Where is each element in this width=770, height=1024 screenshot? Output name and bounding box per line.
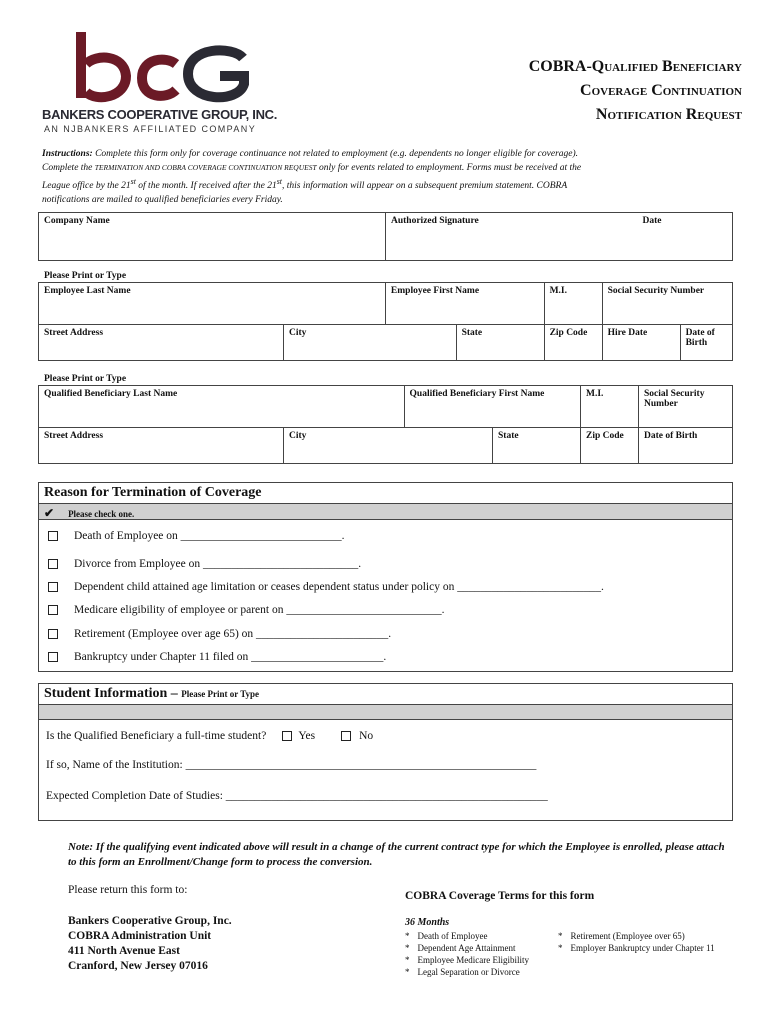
no-label: No xyxy=(359,730,374,742)
reason-item-label: Retirement (Employee over age 65) on _______________________. xyxy=(74,628,392,640)
student-subheader xyxy=(39,704,732,720)
reason-item[interactable] xyxy=(48,558,361,570)
checkbox[interactable] xyxy=(48,531,58,541)
student-heading-text: Student Information xyxy=(44,686,168,701)
date-label: Date xyxy=(642,216,662,226)
return-label: Please return this form to: xyxy=(68,884,188,896)
term-item: * Legal Separation or Divorce xyxy=(405,966,529,978)
checkbox[interactable] xyxy=(48,629,58,639)
authorized-signature-label: Authorized Signature xyxy=(391,216,479,226)
beneficiary-street-field[interactable] xyxy=(39,428,284,464)
check-one-label: Please check one. xyxy=(68,509,135,519)
student-print-label: Please Print or Type xyxy=(181,689,260,699)
employee-hire-date-label: Hire Date xyxy=(607,328,648,338)
beneficiary-city-field[interactable] xyxy=(284,428,493,464)
note: Note: If the qualifying event indicated above will result in a change of the current contract type for which the Employee is enrolled, please attach to this form an Enrollment/Change form to process the conversion. xyxy=(68,841,725,868)
yes-checkbox[interactable] xyxy=(282,731,292,741)
reason-item-label: Medicare eligibility of employee or parent on ___________________________. xyxy=(74,604,445,616)
reason-item-label: Divorce from Employee on ___________________________. xyxy=(74,558,362,570)
beneficiary-last-name-field[interactable] xyxy=(39,386,405,428)
address-line: 411 North Avenue East xyxy=(68,945,180,957)
employee-last-name-label: Employee Last Name xyxy=(44,286,131,296)
title-line-1: COBRA-Qualified Beneficiary xyxy=(528,58,742,75)
instructions-sup: st xyxy=(130,177,136,186)
instructions-text: , this information will appear on a subsequent premium statement. COBRA xyxy=(282,181,568,192)
beneficiary-ssn-label: Social Security Number xyxy=(644,389,705,409)
instructions-text: of the month. If received after the 21 xyxy=(135,181,277,192)
reason-subheader xyxy=(39,503,732,520)
title-line-3: Notification Request xyxy=(595,106,742,123)
employee-city-label: City xyxy=(289,328,307,338)
address-line: Cranford, New Jersey 07016 xyxy=(68,960,208,972)
employee-dob-label: Date of Birth xyxy=(685,328,715,348)
address-line: Bankers Cooperative Group, Inc. xyxy=(68,915,232,927)
term-item: * Death of Employee xyxy=(405,930,529,942)
beneficiary-mi-label: M.I. xyxy=(586,389,604,399)
employee-ssn-field[interactable] xyxy=(602,283,732,325)
instructions-sup: st xyxy=(276,177,282,186)
checkmark-icon: ✔ xyxy=(44,506,55,520)
employee-ssn-label: Social Security Number xyxy=(607,286,705,296)
employee-dob-field[interactable] xyxy=(680,325,732,361)
employee-first-name-label: Employee First Name xyxy=(390,286,480,296)
employee-street-label: Street Address xyxy=(44,328,104,338)
beneficiary-print-label: Please Print or Type xyxy=(44,374,127,384)
instructions xyxy=(42,147,722,207)
student-question: Is the Qualified Beneficiary a full-time student? xyxy=(46,730,267,742)
checkbox[interactable] xyxy=(48,652,58,662)
reason-item[interactable] xyxy=(48,604,444,616)
beneficiary-last-name-label: Qualified Beneficiary Last Name xyxy=(44,389,178,399)
instructions-text: Complete this form only for coverage continuance not related to employment (e.g. dependents no longer eligible for coverage). xyxy=(92,149,579,159)
student-heading xyxy=(39,684,732,704)
reason-item[interactable] xyxy=(48,628,391,640)
company-name-field[interactable] xyxy=(39,213,386,261)
logo-tagline: AN NJBANKERS AFFILIATED COMPANY xyxy=(44,124,257,134)
beneficiary-zip-field[interactable] xyxy=(581,428,639,464)
reason-item-label: Death of Employee on ____________________________. xyxy=(74,530,345,542)
beneficiary-street-label: Street Address xyxy=(44,431,104,441)
beneficiary-zip-label: Zip Code xyxy=(586,431,624,441)
beneficiary-state-label: State xyxy=(498,431,519,441)
employee-mi-label: M.I. xyxy=(549,286,567,296)
instructions-text: Complete the xyxy=(42,163,95,173)
reason-heading: Reason for Termination of Coverage xyxy=(44,485,262,500)
bcg-logo-icon xyxy=(38,28,258,108)
no-checkbox[interactable] xyxy=(341,731,351,741)
employee-last-name-field[interactable] xyxy=(39,283,386,325)
checkbox[interactable] xyxy=(48,582,58,592)
term-item: * Retirement (Employee over 65) xyxy=(558,930,715,942)
employee-state-field[interactable] xyxy=(456,325,544,361)
instructions-text: notifications are mailed to qualified beneficiaries every Friday. xyxy=(42,195,283,206)
authorized-signature-field[interactable] xyxy=(386,213,638,261)
term-item: * Employee Medicare Eligibility xyxy=(405,954,529,966)
beneficiary-state-field[interactable] xyxy=(493,428,581,464)
beneficiary-first-name-field[interactable] xyxy=(404,386,581,428)
reason-item[interactable] xyxy=(48,581,604,593)
terms-list-1 xyxy=(405,930,529,978)
employee-print-label: Please Print or Type xyxy=(44,271,127,281)
term-item: * Dependent Age Attainment xyxy=(405,942,529,954)
employee-hire-date-field[interactable] xyxy=(602,325,680,361)
completion-date-field[interactable]: Expected Completion Date of Studies: ________________________________________________________ xyxy=(46,790,548,802)
student-question-row xyxy=(46,730,373,742)
instructions-text: only for events related to employment. Forms must be received at the xyxy=(316,163,582,173)
company-name-label: Company Name xyxy=(44,216,110,226)
employee-zip-field[interactable] xyxy=(544,325,602,361)
beneficiary-mi-field[interactable] xyxy=(581,386,639,428)
company-table xyxy=(38,212,733,261)
student-heading-dash: – xyxy=(167,686,182,701)
instructions-text: League office by the 21 xyxy=(42,181,131,192)
yes-label: Yes xyxy=(298,730,316,742)
address-line: COBRA Administration Unit xyxy=(68,930,212,942)
employee-mi-field[interactable] xyxy=(544,283,602,325)
terms-months: 36 Months xyxy=(405,917,450,928)
beneficiary-dob-field[interactable] xyxy=(639,428,733,464)
reason-item-label: Dependent child attained age limitation or ceases dependent status under policy on _________________________. xyxy=(74,581,604,593)
beneficiary-dob-label: Date of Birth xyxy=(644,431,698,441)
employee-table xyxy=(38,282,733,361)
terms-title: COBRA Coverage Terms for this form xyxy=(405,890,595,902)
reason-item-label: Bankruptcy under Chapter 11 filed on _______________________. xyxy=(74,651,387,663)
date-field[interactable] xyxy=(638,213,733,261)
employee-state-label: State xyxy=(461,328,483,338)
form-title xyxy=(529,55,742,127)
beneficiary-city-label: City xyxy=(289,431,307,441)
reason-section xyxy=(38,482,733,672)
reason-item[interactable] xyxy=(48,530,345,542)
title-line-2: Coverage Continuation xyxy=(580,82,742,99)
checkbox[interactable] xyxy=(48,605,58,615)
term-item: * Employer Bankruptcy under Chapter 11 xyxy=(558,942,715,954)
beneficiary-ssn-field[interactable] xyxy=(639,386,733,428)
institution-field[interactable]: If so, Name of the Institution: _____________________________________________________________ xyxy=(46,759,537,771)
beneficiary-first-name-label: Qualified Beneficiary First Name xyxy=(409,389,545,399)
reason-item[interactable] xyxy=(48,651,386,663)
employee-street-field[interactable] xyxy=(39,325,284,361)
employee-zip-label: Zip Code xyxy=(549,328,588,338)
logo-company-name: BANKERS COOPERATIVE GROUP, INC. xyxy=(42,107,278,122)
employee-city-field[interactable] xyxy=(284,325,457,361)
terms-list-2 xyxy=(558,930,715,954)
checkbox[interactable] xyxy=(48,559,58,569)
instructions-label: Instructions: xyxy=(42,149,93,159)
return-address xyxy=(68,914,232,974)
instructions-form-name: TERMINATION AND COBRA COVERAGE CONTINUATION REQUEST xyxy=(94,163,317,172)
employee-first-name-field[interactable] xyxy=(385,283,544,325)
beneficiary-table xyxy=(38,385,733,464)
